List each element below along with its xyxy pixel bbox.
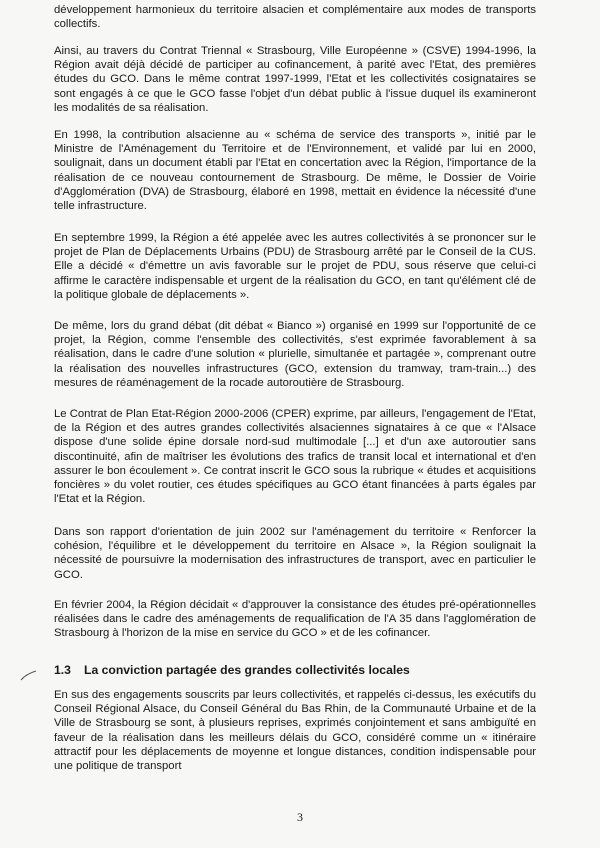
- paragraph-schema-transports: En 1998, la contribution alsacienne au « schéma de service des transports », initié par le Ministre de l'Aménagement du Territoire et de l'Environnement, et validé par lui en 2000, soulignait, dans un document établi par l'Etat en concertation avec la Région, l'importance de la réalisation de ce nouveau contournement de Strasbourg. De même, le Dossier de Voirie d'Agglomération (DVA) de Strasbourg, élaboré en 1998, mettait en évidence la nécessité d'une telle infrastructure.: [54, 129, 536, 213]
- paragraph-intro-continuation: développement harmonieux du territoire alsacien et complémentaire aux modes de transports collectifs.: [54, 4, 536, 31]
- paragraph-rapport-2002: Dans son rapport d'orientation de juin 2002 sur l'aménagement du territoire « Renforcer la cohésion, l'équilibre et le développement du territoire en Alsace », la Région soulignait la nécessité de poursuivre la modernisation des infrastructures de transport, avec en particulier le GCO.: [54, 526, 536, 581]
- paragraph-debat-bianco: De même, lors du grand débat (dit débat « Bianco ») organisé en 1999 sur l'opportunité de ce projet, la Région, comme l'ensemble des collectivités, s'est exprimée favorablement à sa réalisation, dans le cadre d'une solution « plurielle, simultanée et partagée », comprenant outre la réalisation des nouvelles infrastructures (GCO, extension du tramway, tram-train...) des mesures de réaménagement de la rocade autoroutière de Strasbourg.: [54, 320, 536, 389]
- paragraph-executifs: En sus des engagements souscrits par leurs collectivités, et rappelés ci-dessus, les exécutifs du Conseil Régional Alsace, du Conseil Général du Bas Rhin, de la Communauté Urbaine et de la Ville de Strasbourg se sont, à plusieurs reprises, exprimés conjointement et sans ambiguïté en faveur de la réalisation dans les meilleurs délais du GCO, considéré comme un « itinéraire attractif pour les déplacements de moyenne et longue distances, condition indispensable pour une politique de transport: [54, 689, 536, 773]
- paragraph-cper: Le Contrat de Plan Etat-Région 2000-2006 (CPER) exprime, par ailleurs, l'engagement de l'Etat, de la Région et des autres grandes collectivités alsaciennes signataires à ce que « l'Alsace dispose d'une solide épine dorsale nord-sud multimodale [...] et d'un axe autoroutier sans discontinuité, afin de maîtriser les évolutions des trafics de transit local et international et d'en assurer le bon écoulement ». Ce contrat inscrit le GCO sous la rubrique « études et acquisitions foncières » du volet routier, ces études spécifiques au GCO étant financées à parts égales par l'Etat et la Région.: [54, 408, 536, 506]
- page-number: 3: [297, 810, 303, 824]
- paragraph-csve: Ainsi, au travers du Contrat Triennal « Strasbourg, Ville Européenne » (CSVE) 1994-1996, la Région avait déjà décidé de participer au cofinancement, à parité avec l'Etat, des premières études du GCO. Dans le même contrat 1997-1999, l'Etat et les collectivités cosignataires se sont engagés à ce que le GCO fasse l'objet d'un débat public à l'issue duquel ils examineront les modalités de sa réalisation.: [54, 45, 536, 114]
- section-number: 1.3: [54, 663, 71, 677]
- scan-stroke-mark: [20, 668, 38, 682]
- section-heading: [54, 663, 536, 677]
- paragraph-pdu: En septembre 1999, la Région a été appelée avec les autres collectivités à se prononcer sur le projet de Plan de Déplacements Urbains (PDU) de Strasbourg arrêté par le Conseil de la CUS. Elle a décidé « d'émettre un avis favorable sur le projet de PDU, sous réserve que celui-ci affirme le caractère indispensable et urgent de la réalisation du GCO, en tant qu'élément clé de la politique globale de déplacements ».: [54, 232, 536, 301]
- section-title: La conviction partagée des grandes collectivités locales: [84, 663, 410, 677]
- paragraph-fevrier-2004: En février 2004, la Région décidait « d'approuver la consistance des études pré-opérationnelles réalisées dans le cadre des aménagements de requalification de l'A 35 dans l'agglomération de Strasbourg à l'horizon de la mise en service du GCO » et de les cofinancer.: [54, 599, 536, 640]
